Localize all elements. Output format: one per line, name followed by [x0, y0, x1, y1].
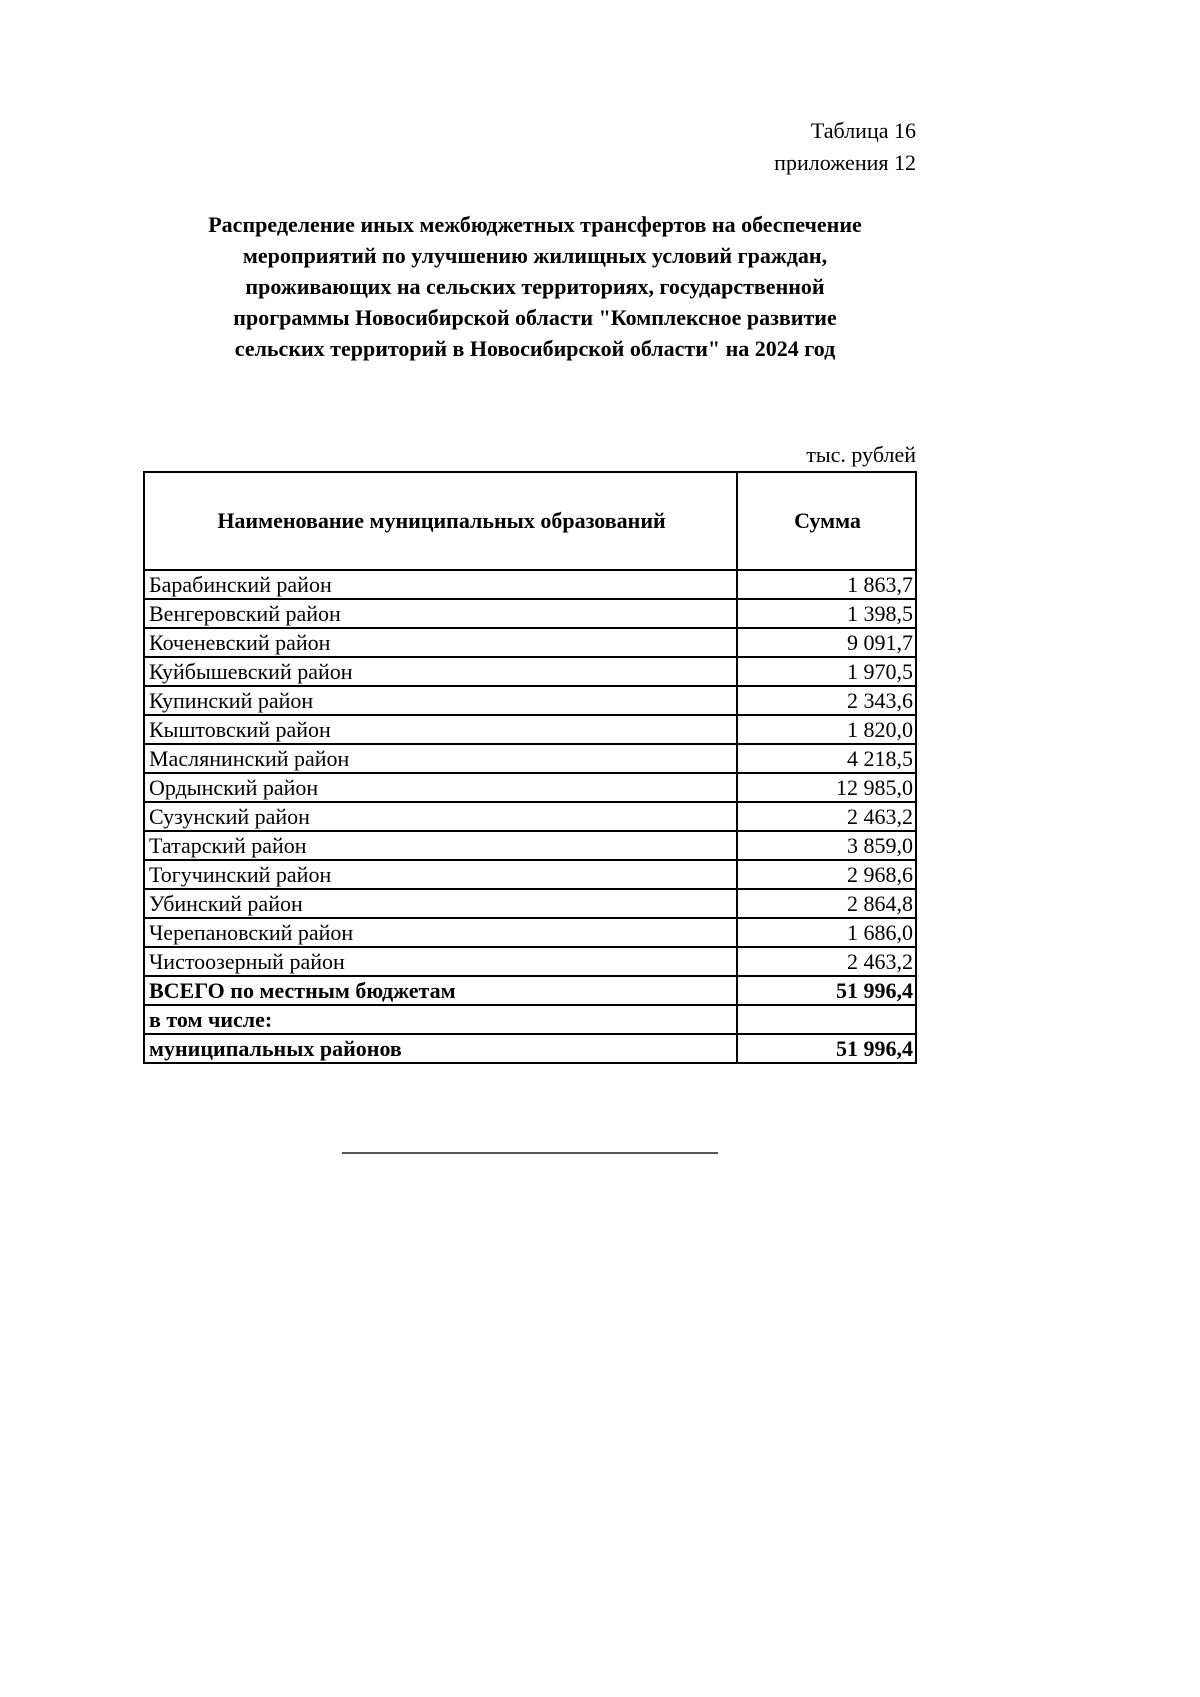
table-row — [144, 599, 916, 628]
row-sum: 2 343,6 — [737, 686, 916, 715]
row-sum: 1 863,7 — [737, 570, 916, 599]
title-line: сельских территорий в Новосибирской области" на 2024 год — [234, 336, 836, 361]
units-label: тыс. рублей — [806, 442, 916, 467]
total-row — [144, 976, 916, 1005]
row-sum: 1 970,5 — [737, 657, 916, 686]
row-name: Коченевский район — [144, 628, 737, 657]
column-header-sum: Сумма — [737, 472, 916, 570]
column-header-name: Наименование муниципальных образований — [144, 472, 737, 570]
appendix-reference: приложения 12 — [774, 150, 916, 175]
title-line: Распределение иных межбюджетных трансфертов на обеспечение — [208, 212, 862, 237]
table-row — [144, 918, 916, 947]
row-name: Ордынский район — [144, 773, 737, 802]
row-sum: 1 686,0 — [737, 918, 916, 947]
row-name: Сузунский район — [144, 802, 737, 831]
table-row — [144, 686, 916, 715]
row-sum: 4 218,5 — [737, 744, 916, 773]
row-name: Маслянинский район — [144, 744, 737, 773]
row-sum: 3 859,0 — [737, 831, 916, 860]
end-separator-line — [342, 1152, 718, 1154]
row-sum: 12 985,0 — [737, 773, 916, 802]
table-row — [144, 628, 916, 657]
document-title — [160, 209, 910, 364]
row-name: Чистоозерный район — [144, 947, 737, 976]
municipal-districts-row — [144, 1034, 916, 1063]
title-line: программы Новосибирской области "Комплексное развитие — [233, 305, 837, 330]
table-row — [144, 802, 916, 831]
row-sum: 2 968,6 — [737, 860, 916, 889]
row-sum: 2 463,2 — [737, 802, 916, 831]
row-name: Убинский район — [144, 889, 737, 918]
total-label: ВСЕГО по местным бюджетам — [144, 976, 737, 1005]
table-row — [144, 860, 916, 889]
row-name: Куйбышевский район — [144, 657, 737, 686]
table-row — [144, 570, 916, 599]
row-sum: 9 091,7 — [737, 628, 916, 657]
table-body — [144, 570, 916, 1063]
table-row — [144, 773, 916, 802]
table-row — [144, 831, 916, 860]
including-sum — [737, 1005, 916, 1034]
including-label: в том числе: — [144, 1005, 737, 1034]
table-row — [144, 889, 916, 918]
row-name: Кыштовский район — [144, 715, 737, 744]
municipal-districts-label: муниципальных районов — [144, 1034, 737, 1063]
title-line: проживающих на сельских территориях, государственной — [245, 274, 825, 299]
table-row — [144, 947, 916, 976]
row-sum: 1 820,0 — [737, 715, 916, 744]
table-header-row — [144, 472, 916, 570]
table-row — [144, 657, 916, 686]
row-sum: 2 864,8 — [737, 889, 916, 918]
table-row — [144, 744, 916, 773]
row-name: Купинский район — [144, 686, 737, 715]
distribution-table — [143, 471, 917, 1064]
row-sum: 2 463,2 — [737, 947, 916, 976]
row-name: Венгеровский район — [144, 599, 737, 628]
municipal-districts-sum: 51 996,4 — [737, 1034, 916, 1063]
row-sum: 1 398,5 — [737, 599, 916, 628]
row-name: Черепановский район — [144, 918, 737, 947]
title-line: мероприятий по улучшению жилищных условий граждан, — [242, 243, 828, 268]
table-row — [144, 715, 916, 744]
row-name: Татарский район — [144, 831, 737, 860]
row-name: Барабинский район — [144, 570, 737, 599]
including-row — [144, 1005, 916, 1034]
total-sum: 51 996,4 — [737, 976, 916, 1005]
row-name: Тогучинский район — [144, 860, 737, 889]
table-number: Таблица 16 — [810, 118, 916, 143]
